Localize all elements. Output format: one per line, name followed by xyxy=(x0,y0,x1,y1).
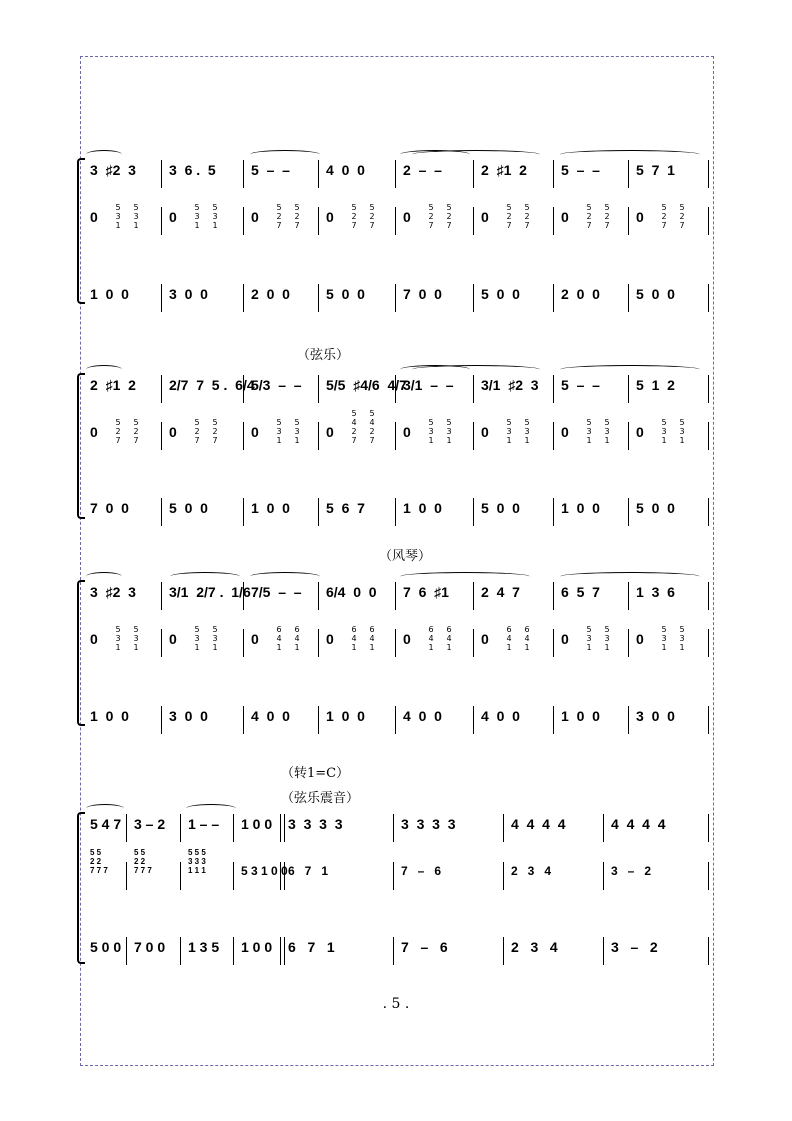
measure-notes: 4 0 0 xyxy=(251,708,290,724)
barline xyxy=(503,862,504,890)
measure-notes: 1 3 5 xyxy=(188,939,220,955)
barline xyxy=(603,937,604,965)
chord-stack: 5 3 1 xyxy=(524,418,530,445)
rest-note: 0 xyxy=(636,631,644,647)
barline xyxy=(553,375,554,403)
chord-stack: 5 2 7 xyxy=(194,418,200,445)
measure-notes: 6 5 7 xyxy=(561,584,600,600)
barline xyxy=(708,814,709,842)
barline xyxy=(233,814,234,842)
barline xyxy=(473,284,474,312)
chord-stack: 5 3 1 xyxy=(586,625,592,652)
measure-notes: 3 – 2 xyxy=(611,939,658,955)
chord-stack: 5 3 1 xyxy=(604,418,610,445)
barline xyxy=(395,160,396,188)
barline xyxy=(628,160,629,188)
measure-notes: 5 0 0 xyxy=(326,286,365,302)
chord-stack: 5 3 1 xyxy=(586,418,592,445)
chord-stack: 5 3 1 xyxy=(679,625,685,652)
chord-stack: 5 2 7 xyxy=(115,418,121,445)
rest-note: 0 xyxy=(561,209,569,225)
barline xyxy=(161,160,162,188)
barline xyxy=(318,284,319,312)
barline xyxy=(628,284,629,312)
barline xyxy=(280,814,285,842)
measure-notes: 3 0 0 xyxy=(169,708,208,724)
measure-notes: 7/5 – – xyxy=(251,584,302,600)
chord-stack: 5 3 1 xyxy=(661,625,667,652)
rest-note: 0 xyxy=(169,424,177,440)
barline xyxy=(708,498,709,526)
measure-notes: 5 0 0 xyxy=(169,500,208,516)
chord-stack: 5 2 7 xyxy=(369,203,375,230)
measure-notes: 5 6 7 xyxy=(326,500,365,516)
measure-notes: 1 0 0 xyxy=(561,500,600,516)
slur xyxy=(170,572,240,581)
measure-notes: 5 0 0 xyxy=(481,500,520,516)
rest-note: 0 xyxy=(251,631,259,647)
rest-note: 0 xyxy=(90,631,98,647)
chord-stack: 6 4 1 xyxy=(276,625,282,652)
barline xyxy=(503,814,504,842)
barline xyxy=(318,422,319,450)
measure-notes: 6/4 0 0 xyxy=(326,584,377,600)
barline xyxy=(318,582,319,610)
measure-notes: 4 0 0 xyxy=(326,162,365,178)
measure-notes: 5/5 ♯4/6 4/7 xyxy=(326,377,407,393)
measure-notes: 2 3 4 xyxy=(511,939,558,955)
middle-staff xyxy=(0,848,792,902)
barline xyxy=(161,207,162,235)
barline xyxy=(243,629,244,657)
chord-stack: 5 3 1 xyxy=(133,625,139,652)
measure-notes: 3/1 2/7 . 1/6 xyxy=(169,584,251,600)
top-staff xyxy=(0,375,792,415)
measure-notes: 5 7 1 xyxy=(636,162,675,178)
chord-stack: 6 4 1 xyxy=(506,625,512,652)
measure-notes: 5 0 0 xyxy=(90,939,122,955)
chord-stack: 6 4 1 xyxy=(524,625,530,652)
slur xyxy=(250,150,320,159)
measure-notes: 5 5 5 3 3 3 1 1 1 xyxy=(188,848,206,875)
slur xyxy=(560,365,700,374)
barline xyxy=(243,706,244,734)
barline xyxy=(473,207,474,235)
top-staff xyxy=(0,160,792,200)
barline xyxy=(708,160,709,188)
top-staff xyxy=(0,814,792,854)
barline xyxy=(233,937,234,965)
chord-stack: 5 3 1 xyxy=(679,418,685,445)
barline xyxy=(473,160,474,188)
measure-notes: 1 – – xyxy=(188,816,220,832)
barline xyxy=(126,862,127,890)
measure-notes: 1 0 0 xyxy=(241,816,273,832)
barline xyxy=(708,937,709,965)
bottom-staff xyxy=(0,937,792,977)
barline xyxy=(708,629,709,657)
chord-stack: 6 4 1 xyxy=(351,625,357,652)
barline xyxy=(180,814,181,842)
measure-notes: 6 7 1 xyxy=(288,939,335,955)
chord-stack: 5 2 7 xyxy=(351,203,357,230)
chord-stack: 5 2 7 xyxy=(446,203,452,230)
slur xyxy=(86,572,122,581)
measure-notes: 7 0 0 xyxy=(90,500,129,516)
barline xyxy=(473,582,474,610)
rest-note: 0 xyxy=(403,424,411,440)
chord-stack: 5 3 1 xyxy=(604,625,610,652)
rest-note: 0 xyxy=(636,424,644,440)
chord-stack: 5 3 1 xyxy=(115,203,121,230)
measure-notes: 5 4 7 xyxy=(90,816,122,832)
barline xyxy=(395,207,396,235)
measure-notes: 4 0 0 xyxy=(481,708,520,724)
measure-notes: 7 6 ♯1 xyxy=(403,584,449,600)
rest-note: 0 xyxy=(251,424,259,440)
chord-stack: 5 2 7 xyxy=(276,203,282,230)
slur xyxy=(560,150,700,159)
barline xyxy=(603,814,604,842)
chord-stack: 5 3 1 xyxy=(212,625,218,652)
barline xyxy=(161,629,162,657)
measure-notes: 7 0 0 xyxy=(134,939,166,955)
measure-notes: 5 – – xyxy=(561,377,600,393)
rest-note: 0 xyxy=(481,631,489,647)
slur xyxy=(412,365,540,374)
slur xyxy=(400,572,530,581)
rest-note: 0 xyxy=(561,424,569,440)
bottom-staff xyxy=(0,498,792,538)
rest-note: 0 xyxy=(326,424,334,440)
barline xyxy=(553,207,554,235)
measure-notes: 5 0 0 xyxy=(481,286,520,302)
barline xyxy=(233,862,234,890)
measure-notes: 5 0 0 xyxy=(636,500,675,516)
slur xyxy=(86,365,122,374)
measure-notes: 1 3 6 xyxy=(636,584,675,600)
rest-note: 0 xyxy=(169,631,177,647)
rest-note: 0 xyxy=(636,209,644,225)
measure-notes: 2 3 4 xyxy=(511,864,552,878)
barline xyxy=(243,207,244,235)
middle-staff xyxy=(0,409,792,462)
rest-note: 0 xyxy=(481,424,489,440)
chord-stack: 5 3 1 xyxy=(428,418,434,445)
measure-notes: 5 5 2 2 7 7 7 xyxy=(134,848,152,875)
measure-notes: 3 – 2 xyxy=(611,864,652,878)
chord-stack: 6 4 1 xyxy=(369,625,375,652)
measure-notes: 1 0 0 xyxy=(251,500,290,516)
barline xyxy=(553,706,554,734)
instrument-label-strings: （弦乐） xyxy=(297,348,350,363)
measure-notes: 7 – 6 xyxy=(401,939,448,955)
slur xyxy=(186,804,236,813)
barline xyxy=(161,706,162,734)
barline xyxy=(473,629,474,657)
barline xyxy=(395,629,396,657)
chord-stack: 5 3 1 xyxy=(133,203,139,230)
barline xyxy=(708,422,709,450)
rest-note: 0 xyxy=(326,209,334,225)
chord-stack: 5 2 7 xyxy=(586,203,592,230)
measure-notes: 2/7 7 5 . 6/4 xyxy=(169,377,255,393)
barline xyxy=(318,160,319,188)
top-staff xyxy=(0,582,792,622)
measure-notes: 3 3 3 3 xyxy=(288,816,343,832)
barline xyxy=(708,375,709,403)
barline xyxy=(180,862,181,890)
barline xyxy=(628,207,629,235)
slur xyxy=(250,572,320,581)
barline xyxy=(628,498,629,526)
measure-notes: 7 0 0 xyxy=(403,286,442,302)
barline xyxy=(318,629,319,657)
barline xyxy=(708,284,709,312)
barline xyxy=(553,582,554,610)
barline xyxy=(473,498,474,526)
rest-note: 0 xyxy=(403,631,411,647)
measure-notes: 5 5 2 2 7 7 7 xyxy=(90,848,108,875)
measure-notes: 2 ♯1 2 xyxy=(90,377,136,393)
middle-staff xyxy=(0,625,792,669)
chord-stack: 5 3 1 xyxy=(506,418,512,445)
slur xyxy=(560,572,700,581)
barline xyxy=(393,862,394,890)
chord-stack: 5 2 7 xyxy=(212,418,218,445)
measure-notes: 3 0 0 xyxy=(169,286,208,302)
barline xyxy=(243,284,244,312)
measure-notes: 1 0 0 xyxy=(403,500,442,516)
measure-notes: 3 0 0 xyxy=(636,708,675,724)
rest-note: 0 xyxy=(90,209,98,225)
measure-notes: 3 – 2 xyxy=(134,816,166,832)
barline xyxy=(553,498,554,526)
barline xyxy=(318,498,319,526)
barline xyxy=(161,375,162,403)
bottom-staff xyxy=(0,284,792,324)
measure-notes: 2 0 0 xyxy=(561,286,600,302)
barline xyxy=(393,937,394,965)
chord-stack: 5 3 1 xyxy=(276,418,282,445)
barline xyxy=(708,862,709,890)
chord-stack: 5 2 7 xyxy=(524,203,530,230)
barline xyxy=(473,706,474,734)
measure-notes: 1 0 0 xyxy=(90,286,129,302)
chord-stack: 5 3 1 xyxy=(661,418,667,445)
chord-stack: 5 2 7 xyxy=(133,418,139,445)
barline xyxy=(126,937,127,965)
measure-notes: 1 0 0 xyxy=(241,939,273,955)
measure-notes: 2 0 0 xyxy=(251,286,290,302)
measure-notes: 3 6 . 5 xyxy=(169,162,216,178)
measure-notes: 2 – – xyxy=(403,162,442,178)
chord-stack: 6 4 1 xyxy=(428,625,434,652)
measure-notes: 3 ♯2 3 xyxy=(90,162,136,178)
slur xyxy=(412,150,540,159)
barline xyxy=(318,207,319,235)
measure-notes: 5 1 2 xyxy=(636,377,675,393)
measure-notes: 5 3 1 0 0 xyxy=(241,864,288,878)
barline xyxy=(243,160,244,188)
chord-stack: 5 3 1 xyxy=(446,418,452,445)
measure-notes: 4 4 4 4 xyxy=(511,816,566,832)
barline xyxy=(473,375,474,403)
measure-notes: 1 0 0 xyxy=(90,708,129,724)
barline xyxy=(161,498,162,526)
measure-notes: 3 3 3 3 xyxy=(401,816,456,832)
barline xyxy=(603,862,604,890)
barline xyxy=(628,582,629,610)
chord-stack: 5 3 1 xyxy=(194,625,200,652)
measure-notes: 1 0 0 xyxy=(326,708,365,724)
measure-notes: 6 7 1 xyxy=(288,864,329,878)
barline xyxy=(708,706,709,734)
bottom-staff xyxy=(0,706,792,746)
barline xyxy=(243,422,244,450)
instrument-label-tremolo: （弦乐震音） xyxy=(281,791,360,806)
barline xyxy=(180,937,181,965)
chord-stack: 5 2 7 xyxy=(604,203,610,230)
chord-stack: 5 4 2 7 xyxy=(369,409,375,445)
measure-notes: 7 – 6 xyxy=(401,864,442,878)
rest-note: 0 xyxy=(251,209,259,225)
barline xyxy=(126,814,127,842)
barline xyxy=(553,160,554,188)
measure-notes: 1 0 0 xyxy=(561,708,600,724)
barline xyxy=(161,284,162,312)
measure-notes: 5/3 – – xyxy=(251,377,302,393)
middle-staff xyxy=(0,203,792,247)
barline xyxy=(553,284,554,312)
chord-stack: 5 3 1 xyxy=(212,203,218,230)
measure-notes: 2 4 7 xyxy=(481,584,520,600)
barline xyxy=(708,207,709,235)
barline xyxy=(161,422,162,450)
barline xyxy=(503,937,504,965)
slur xyxy=(86,804,124,813)
barline xyxy=(553,422,554,450)
page-number: . 5 . xyxy=(382,996,410,1012)
chord-stack: 6 4 1 xyxy=(446,625,452,652)
barline xyxy=(553,629,554,657)
rest-note: 0 xyxy=(169,209,177,225)
barline xyxy=(473,422,474,450)
slur xyxy=(86,150,122,159)
barline xyxy=(280,937,285,965)
barline xyxy=(395,498,396,526)
chord-stack: 5 2 7 xyxy=(294,203,300,230)
chord-stack: 5 3 1 xyxy=(294,418,300,445)
measure-notes: 5 – – xyxy=(561,162,600,178)
chord-stack: 5 3 1 xyxy=(115,625,121,652)
measure-notes: 3/1 – – xyxy=(403,377,454,393)
measure-notes: 3/1 ♯2 3 xyxy=(481,377,539,393)
chord-stack: 5 2 7 xyxy=(679,203,685,230)
measure-notes: 4 0 0 xyxy=(403,708,442,724)
instrument-label-organ: （风琴） xyxy=(379,549,432,564)
measure-notes: 4 4 4 4 xyxy=(611,816,666,832)
barline xyxy=(395,706,396,734)
key-change-label: （转1=C） xyxy=(281,766,350,781)
barline xyxy=(318,706,319,734)
barline xyxy=(628,706,629,734)
barline xyxy=(393,814,394,842)
barline xyxy=(708,582,709,610)
barline xyxy=(318,375,319,403)
chord-stack: 5 2 7 xyxy=(661,203,667,230)
barline xyxy=(395,284,396,312)
rest-note: 0 xyxy=(90,424,98,440)
barline xyxy=(395,422,396,450)
barline xyxy=(161,582,162,610)
chord-stack: 6 4 1 xyxy=(294,625,300,652)
measure-notes: 5 – – xyxy=(251,162,290,178)
measure-notes: 5 0 0 xyxy=(636,286,675,302)
chord-stack: 5 4 2 7 xyxy=(351,409,357,445)
measure-notes: 3 ♯2 3 xyxy=(90,584,136,600)
rest-note: 0 xyxy=(561,631,569,647)
barline xyxy=(628,375,629,403)
barline xyxy=(243,498,244,526)
rest-note: 0 xyxy=(326,631,334,647)
measure-notes: 2 ♯1 2 xyxy=(481,162,527,178)
chord-stack: 5 2 7 xyxy=(428,203,434,230)
barline xyxy=(628,422,629,450)
barline xyxy=(628,629,629,657)
chord-stack: 5 3 1 xyxy=(194,203,200,230)
rest-note: 0 xyxy=(481,209,489,225)
rest-note: 0 xyxy=(403,209,411,225)
chord-stack: 5 2 7 xyxy=(506,203,512,230)
barline xyxy=(395,582,396,610)
